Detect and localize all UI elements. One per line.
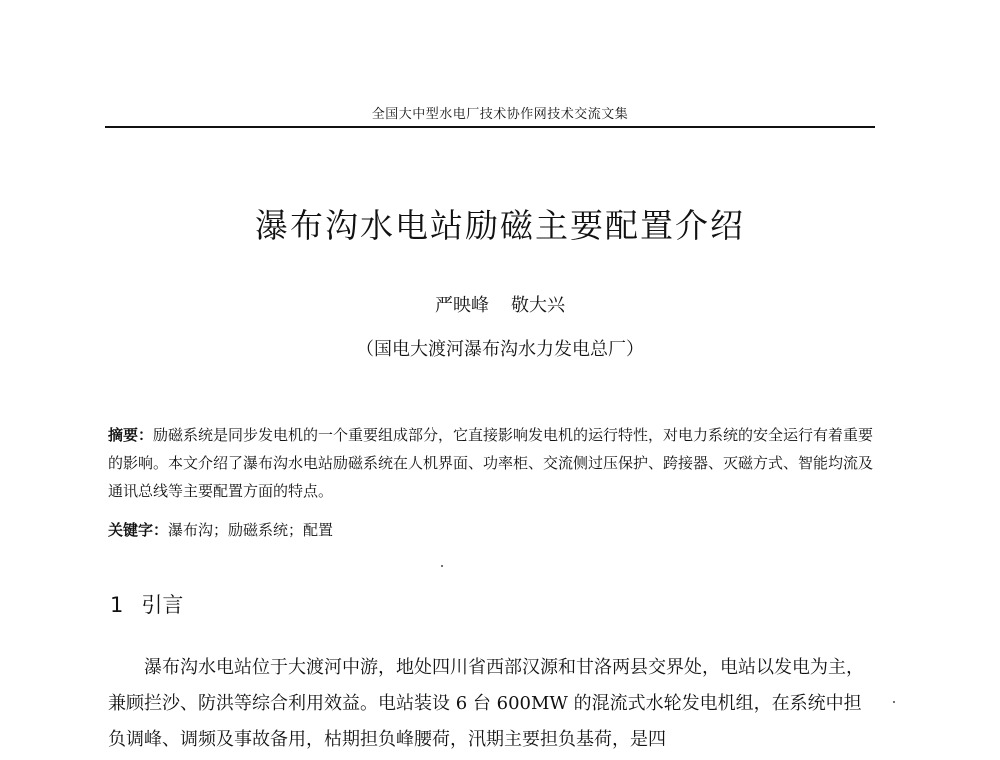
- scan-speck: [441, 565, 443, 567]
- author-name: 严映峰: [435, 295, 489, 316]
- abstract-label: 摘要：: [108, 426, 154, 444]
- abstract-text: 励磁系统是同步发电机的一个重要组成部分，它直接影响发电机的运行特性，对电力系统的安全运行有着重要的影响。本文介绍了瀑布沟水电站励磁系统在人机界面、功率柜、交流侧过压保护、跨接器、灭磁方式、智能均流及通讯总线等主要配置方面的特点。: [108, 426, 874, 500]
- section-heading: [110, 589, 183, 619]
- body-paragraph: 瀑布沟水电站位于大渡河中游，地处四川省西部汉源和甘洛两县交界处，电站以发电为主，兼顾拦沙、防洪等综合利用效益。电站装设 6 台 600MW 的混流式水轮发电机组，在系统中担负调峰、调频及事故备用，枯期担负峰腰荷，汛期主要担负基荷，是四: [108, 657, 864, 750]
- header-rule: [105, 126, 875, 128]
- section-number: 1: [110, 593, 124, 617]
- keywords-text: 瀑布沟；励磁系统；配置: [168, 521, 334, 539]
- keywords-label: 关键字：: [108, 521, 169, 539]
- keywords: [108, 519, 878, 540]
- paper-title: 瀑布沟水电站励磁主要配置介绍: [255, 206, 745, 245]
- author-name: 敬大兴: [511, 295, 565, 316]
- section-title: 引言: [141, 593, 184, 617]
- affiliation: （国电大渡河瀑布沟水力发电总厂）: [356, 339, 644, 360]
- scan-speck: [893, 701, 895, 703]
- abstract: [108, 421, 878, 505]
- running-header: 全国大中型水电厂技术协作网技术交流文集: [371, 107, 629, 122]
- authors: [0, 291, 1000, 317]
